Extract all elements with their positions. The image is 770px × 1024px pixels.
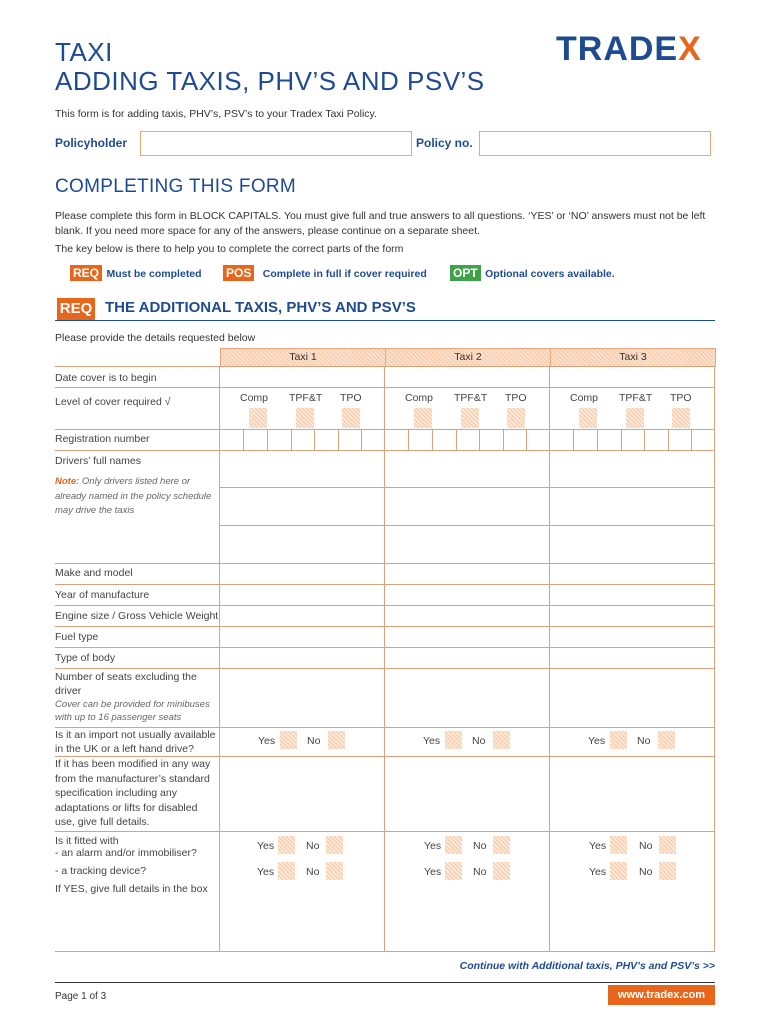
cover-tpo-checkbox[interactable] bbox=[342, 408, 360, 428]
cover-tpo-checkbox[interactable] bbox=[507, 408, 525, 428]
page-number: Page 1 of 3 bbox=[55, 991, 107, 1002]
import-no-checkbox[interactable] bbox=[493, 731, 510, 749]
policyholder-field[interactable] bbox=[140, 131, 412, 156]
opt-badge: OPT bbox=[450, 265, 481, 281]
alarm-yes-label: Yes bbox=[589, 840, 607, 852]
opt-text: Optional covers available bbox=[485, 268, 612, 280]
import-no-checkbox[interactable] bbox=[328, 731, 345, 749]
cover-comp-label: Comp bbox=[405, 392, 434, 404]
import-yes-label: Yes bbox=[423, 735, 441, 747]
drivers-note bbox=[55, 475, 215, 519]
import-no-checkbox[interactable] bbox=[658, 731, 675, 749]
row-ifyes: If YES, give full details in the box bbox=[55, 883, 208, 895]
completing-heading: COMPLETING THIS FORM bbox=[55, 176, 297, 197]
alarm-no-checkbox[interactable] bbox=[493, 836, 510, 854]
col-header-taxi3: Taxi 3 bbox=[550, 348, 716, 367]
section-heading: THE ADDITIONAL TAXIS, PHV’S AND PSV’S bbox=[105, 299, 416, 316]
pos-text: Complete in full if cover required bbox=[262, 268, 427, 280]
req-badge: REQ bbox=[70, 265, 102, 281]
note-text: Only drivers listed here or already named in the policy schedule may drive the taxis bbox=[55, 476, 212, 516]
logo-x: X bbox=[678, 30, 702, 68]
key-req bbox=[70, 264, 202, 282]
website-link[interactable]: www.tradex.com bbox=[608, 985, 715, 1005]
row-tracking: - a tracking device? bbox=[55, 865, 147, 877]
row-make-model: Make and model bbox=[55, 567, 133, 579]
tracking-yes-label: Yes bbox=[257, 866, 275, 878]
note-bold: Note: bbox=[55, 476, 80, 487]
alarm-no-label: No bbox=[639, 840, 653, 852]
alarm-no-label: No bbox=[473, 840, 487, 852]
cover-tpo-label: TPO bbox=[505, 392, 527, 404]
cover-tpft-checkbox[interactable] bbox=[461, 408, 479, 428]
import-yes-checkbox[interactable] bbox=[445, 731, 462, 749]
col-header-taxi1: Taxi 1 bbox=[220, 348, 386, 367]
alarm-yes-label: Yes bbox=[257, 840, 275, 852]
footer-divider bbox=[55, 982, 715, 983]
alarm-yes-checkbox[interactable] bbox=[610, 836, 627, 854]
alarm-yes-checkbox[interactable] bbox=[278, 836, 295, 854]
alarm-no-label: No bbox=[306, 840, 320, 852]
cover-comp-checkbox[interactable] bbox=[249, 408, 267, 428]
tracking-no-checkbox[interactable] bbox=[326, 862, 343, 880]
alarm-yes-checkbox[interactable] bbox=[445, 836, 462, 854]
import-no-label: No bbox=[307, 735, 321, 747]
policyholder-label: Policyholder bbox=[55, 136, 128, 150]
cover-comp-label: Comp bbox=[240, 392, 269, 404]
alarm-no-checkbox[interactable] bbox=[326, 836, 343, 854]
cover-tpft-checkbox[interactable] bbox=[296, 408, 314, 428]
import-no-label: No bbox=[472, 735, 486, 747]
cover-comp-label: Comp bbox=[570, 392, 599, 404]
tradex-logo bbox=[556, 30, 702, 69]
row-fuel: Fuel type bbox=[55, 631, 99, 643]
tracking-no-checkbox[interactable] bbox=[493, 862, 510, 880]
tracking-yes-label: Yes bbox=[424, 866, 442, 878]
row-import: Is it an import not usually available in the UK or a left hand drive? bbox=[55, 729, 216, 755]
tracking-no-label: No bbox=[306, 866, 320, 878]
key-intro: The key below is there to help you to complete the correct parts of the form bbox=[55, 243, 404, 255]
policyno-field[interactable] bbox=[479, 131, 711, 156]
col-header-taxi2: Taxi 2 bbox=[385, 348, 551, 367]
policyno-label: Policy no. bbox=[416, 136, 473, 150]
cover-tpo-label: TPO bbox=[670, 392, 692, 404]
cover-comp-checkbox[interactable] bbox=[579, 408, 597, 428]
section-sub: Please provide the details requested below bbox=[55, 332, 256, 344]
row-level-cover: Level of cover required √ bbox=[55, 396, 171, 408]
key-pos bbox=[223, 264, 427, 282]
row-seats: Number of seats excluding the driver bbox=[55, 671, 197, 697]
intro-text: This form is for adding taxis, PHV’s, PSV’s to your Tradex Taxi Policy. bbox=[55, 108, 377, 120]
row-registration: Registration number bbox=[55, 433, 150, 445]
key-opt: OPT Optional covers available. bbox=[450, 264, 615, 282]
tracking-no-checkbox[interactable] bbox=[659, 862, 676, 880]
row-fitted: Is it fitted with bbox=[55, 835, 119, 847]
tracking-yes-label: Yes bbox=[589, 866, 607, 878]
continue-link[interactable]: Continue with Additional taxis, PHV’s and PSV’s >> bbox=[459, 960, 715, 972]
import-no-label: No bbox=[637, 735, 651, 747]
cover-tpo-checkbox[interactable] bbox=[672, 408, 690, 428]
cover-tpft-label: TPF&T bbox=[289, 392, 323, 404]
row-drivers: Drivers’ full names bbox=[55, 455, 141, 467]
form-subtitle: ADDING TAXIS, PHV’S AND PSV’S bbox=[55, 66, 485, 96]
tracking-yes-checkbox[interactable] bbox=[278, 862, 295, 880]
row-body: Type of body bbox=[55, 652, 116, 664]
import-yes-label: Yes bbox=[588, 735, 606, 747]
row-year: Year of manufacture bbox=[55, 589, 150, 601]
tracking-no-label: No bbox=[473, 866, 487, 878]
cover-tpft-checkbox[interactable] bbox=[626, 408, 644, 428]
section-req-badge: REQ bbox=[57, 298, 95, 320]
tracking-yes-checkbox[interactable] bbox=[610, 862, 627, 880]
alarm-yes-label: Yes bbox=[424, 840, 442, 852]
row-alarm: - an alarm and/or immobiliser? bbox=[55, 847, 197, 859]
req-text: Must be completed bbox=[106, 268, 202, 280]
form-title: TAXI bbox=[55, 37, 113, 67]
import-yes-checkbox[interactable] bbox=[280, 731, 297, 749]
seats-note: Cover can be provided for minibuses with up to 16 passenger seats bbox=[55, 699, 210, 723]
import-yes-checkbox[interactable] bbox=[610, 731, 627, 749]
cover-comp-checkbox[interactable] bbox=[414, 408, 432, 428]
logo-text: TRADE bbox=[556, 30, 679, 68]
completing-para: Please complete this form in BLOCK CAPITALS. You must give full and true answers to all questions. ‘YES’ or ‘NO’ answers must not be left blank. If you need more space for any of the answers, please continue on a separate sheet. bbox=[55, 210, 706, 237]
cover-tpo-label: TPO bbox=[340, 392, 362, 404]
section-divider bbox=[55, 320, 715, 321]
row-engine: Engine size / Gross Vehicle Weight bbox=[55, 610, 219, 622]
pos-badge: POS bbox=[223, 265, 254, 281]
tracking-no-label: No bbox=[639, 866, 653, 878]
row-date-cover: Date cover is to begin bbox=[55, 372, 157, 384]
cover-tpft-label: TPF&T bbox=[619, 392, 653, 404]
row-modified: If it has been modified in any way from the manufacturer’s standard specification including any adaptations or lifts for disabled use, give full details. bbox=[55, 758, 211, 828]
alarm-no-checkbox[interactable] bbox=[659, 836, 676, 854]
cover-tpft-label: TPF&T bbox=[454, 392, 488, 404]
tracking-yes-checkbox[interactable] bbox=[445, 862, 462, 880]
import-yes-label: Yes bbox=[258, 735, 276, 747]
